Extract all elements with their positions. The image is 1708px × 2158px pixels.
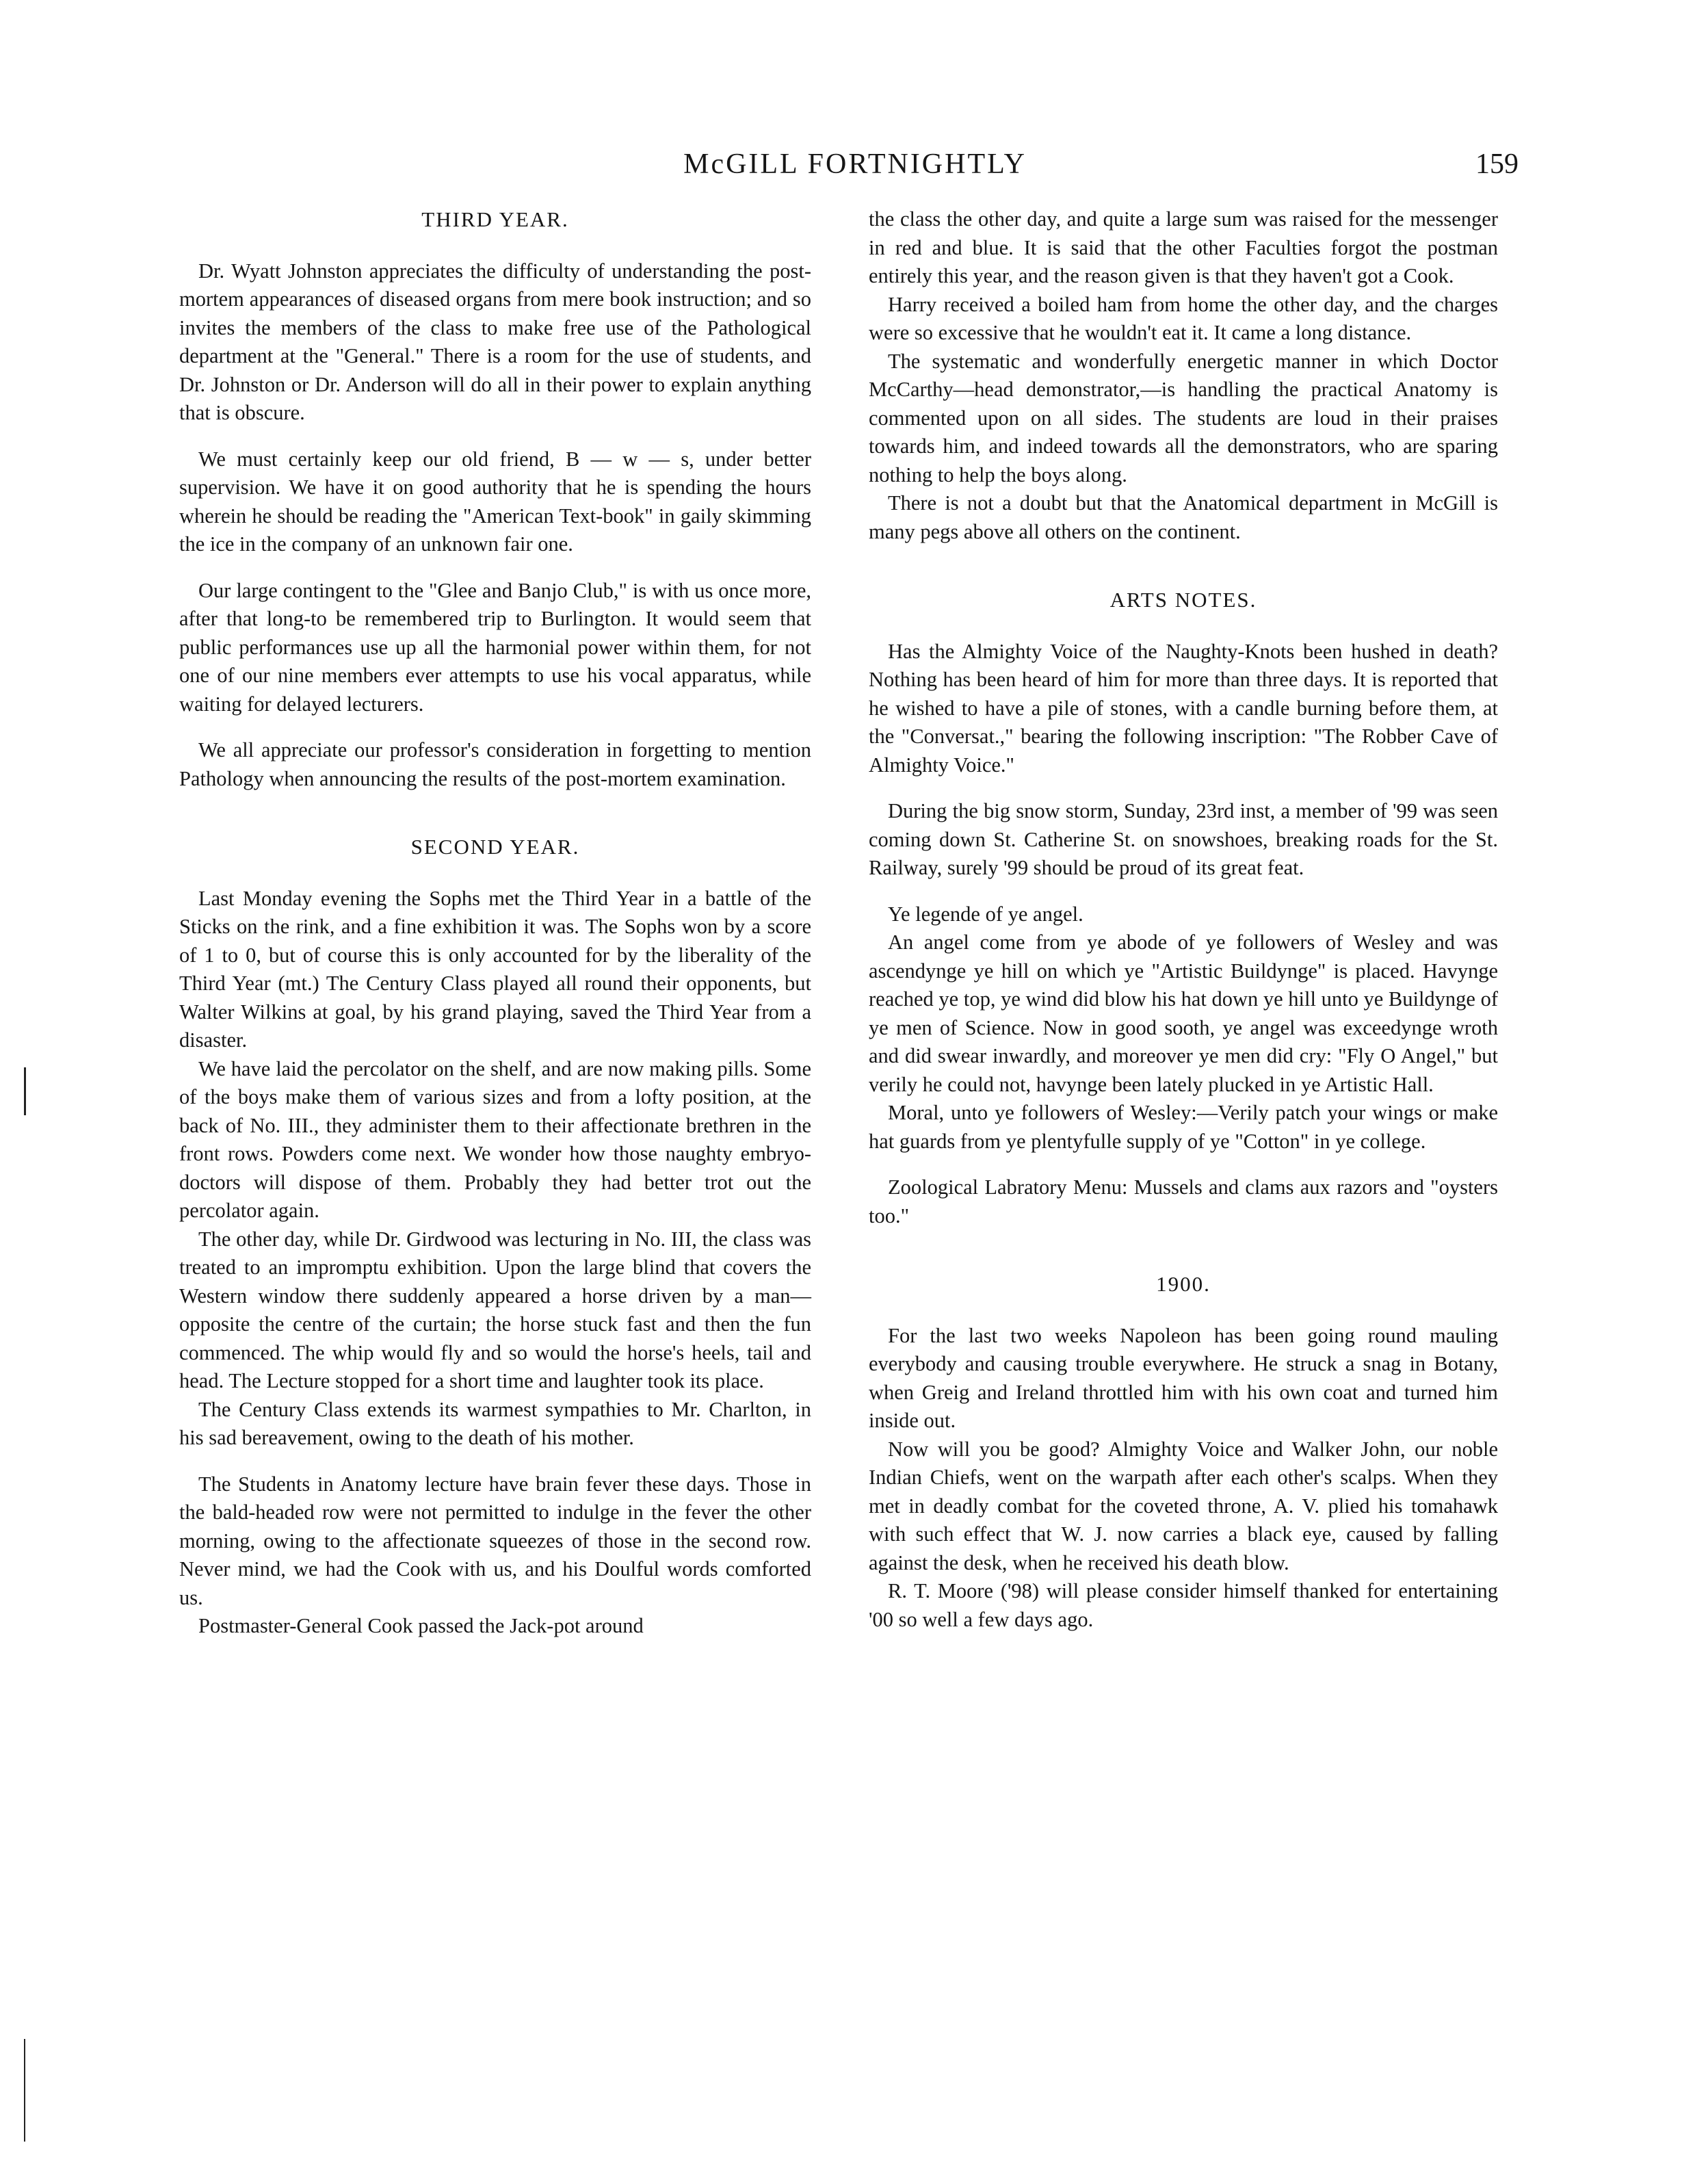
right-column — [869, 205, 1498, 1634]
article-paragraph: Last Monday evening the Sophs met the Third Year in a battle of the Sticks on the rink, and a fine exhibition it was. The Sophs won by a score of 1 to 0, but of course this is only accounted for by the liberality of the Third Year (mt.) The Century Class played all round their opponents, but Walter Wilkins at goal, by his grand playing, saved the Third Year from a disaster. — [179, 886, 811, 1052]
article-paragraph: Zoological Labratory Menu: Mussels and clams aux razors and "oysters too." — [869, 1175, 1498, 1227]
section-heading-1900: 1900. — [1156, 1272, 1211, 1296]
article-paragraph: Postmaster-General Cook passed the Jack-pot around — [198, 1614, 644, 1637]
article-paragraph: We must certainly keep our old friend, B — w — s, under better supervision. We have it on good authority that he is spending the hours wherein he should be reading the "American Text-book" in gaily skimming the ice in the company of an unknown fair one. — [179, 447, 811, 556]
page-number: 159 — [1475, 148, 1519, 180]
scan-edge-mark — [24, 2039, 25, 2142]
section-heading-second-year: SECOND YEAR. — [410, 835, 580, 859]
article-paragraph: The Century Class extends its warmest sympathies to Mr. Charlton, in his sad bereavement, owing to the death of his mother. — [179, 1397, 811, 1449]
article-paragraph: Has the Almighty Voice of the Naughty-Knots been hushed in death? Nothing has been heard of him for more than three days. It is reported that he wished to have a pile of stones, with a candle burning before them, at the "Conversat.," bearing the following inscription: "The Robber Cave of Almighty Voice." — [869, 639, 1498, 777]
left-column — [179, 205, 811, 1641]
article-paragraph: There is not a doubt but that the Anatomical department in McGill is many pegs above all others on the continent. — [869, 491, 1498, 543]
article-paragraph: For the last two weeks Napoleon has been going round mauling everybody and causing trouble everywhere. He struck a snag in Botany, when Greig and Ireland throttled him with his own coat and turned him inside out. — [869, 1323, 1498, 1432]
section-heading-third-year: THIRD YEAR. — [421, 207, 569, 231]
article-paragraph: The Students in Anatomy lecture have brain fever these days. Those in the bald-headed row were not permitted to indulge in the fever the other morning, owing to the affectionate squeezes of those in the second row. Never mind, we had the Cook with us, and his Doulful words comforted us. — [179, 1472, 811, 1609]
section-heading-arts-notes: ARTS NOTES. — [1109, 588, 1257, 612]
article-paragraph: The other day, while Dr. Girdwood was lecturing in No. III, the class was treated to an impromptu exhibition. Upon the large blind that covers the Western window there suddenly appeared a horse driven by a man—opposite the centre of the curtain; the horse stuck fast and then the fun commenced. The whip would fly and so would the horse's heels, tail and head. The Lecture stopped for a short time and laughter took its place. — [179, 1227, 811, 1392]
article-paragraph: We all appreciate our professor's consideration in forgetting to mention Pathology when announcing the results of the post-mortem examination. — [179, 738, 811, 790]
scan-edge-mark — [24, 1067, 26, 1115]
article-paragraph: Ye legende of ye angel. — [888, 902, 1083, 926]
article-paragraph: R. T. Moore ('98) will please consider himself thanked for entertaining '00 so well a few days ago. — [869, 1579, 1498, 1631]
article-paragraph: During the big snow storm, Sunday, 23rd inst, a member of '99 was seen coming down St. Catherine St. on snowshoes, breaking roads for the St. Railway, surely '99 should be proud of its great feat. — [869, 799, 1498, 879]
article-paragraph: the class the other day, and quite a large sum was raised for the messenger in red and blue. It is said that the other Faculties forgot the postman entirely this year, and the reason given is that they haven't got a Cook. — [869, 207, 1498, 287]
article-paragraph: An angel come from ye abode of ye followers of Wesley and was ascendynge ye hill on which ye "Artistic Buildynge" is placed. Havynge reached ye top, ye wind did blow his hat down ye hill unto ye Buildynge of ye men of Science. Now in good sooth, ye angel was exceedynge wroth and did swear inwardly, and moreover ye men did cry: "Fly O Angel," but verily he could not, havynge been lately plucked in ye Artistic Hall. — [869, 931, 1498, 1096]
article-paragraph: Now will you be good? Almighty Voice and Walker John, our noble Indian Chiefs, went on the warpath after each other's scalps. When they met in deadly combat for the coveted throne, A. V. plied his tomahawk with such effect that W. J. now carries a black eye, caused by falling against the desk, when he received his death blow. — [869, 1437, 1498, 1574]
article-paragraph: Harry received a boiled ham from home the other day, and the charges were so excessive that he wouldn't eat it. It came a long distance. — [869, 292, 1498, 344]
article-paragraph: Dr. Wyatt Johnston appreciates the difficulty of understanding the post-mortem appearances of diseased organs from mere book instruction; and so invites the members of the class to make free use of the Pathological department at the "General." There is a room for the use of students, and Dr. Johnston or Dr. Anderson will do all in their power to explain anything that is obscure. — [179, 259, 811, 424]
article-paragraph: We have laid the percolator on the shelf, and are now making pills. Some of the boys make them of various sizes and from a lofty position, at the back of No. III., they administer them to their affectionate brethren in the front rows. Powders come next. We wonder how those naughty embryo-doctors will dispose of them. Probably they had better trot out the percolator again. — [179, 1056, 811, 1222]
article-paragraph: The systematic and wonderfully energetic manner in which Doctor McCarthy—head demonstrator,—is handling the practical Anatomy is commented upon on all sides. The students are loud in their praises towards him, and indeed towards all the demonstrators, who are sparing nothing to help the boys along. — [869, 349, 1498, 486]
journal-title: McGILL FORTNIGHTLY — [683, 148, 1027, 180]
article-paragraph: Moral, unto ye followers of Wesley:—Verily patch your wings or make hat guards from ye plentyfulle supply of ye "Cotton" in ye college. — [869, 1101, 1498, 1153]
article-paragraph: Our large contingent to the "Glee and Banjo Club," is with us once more, after that long-to be remembered trip to Burlington. It would seem that public performances use up all the harmonial power within them, for not one of our nine members ever attempts to use his vocal apparatus, while waiting for delayed lecturers. — [179, 578, 811, 716]
